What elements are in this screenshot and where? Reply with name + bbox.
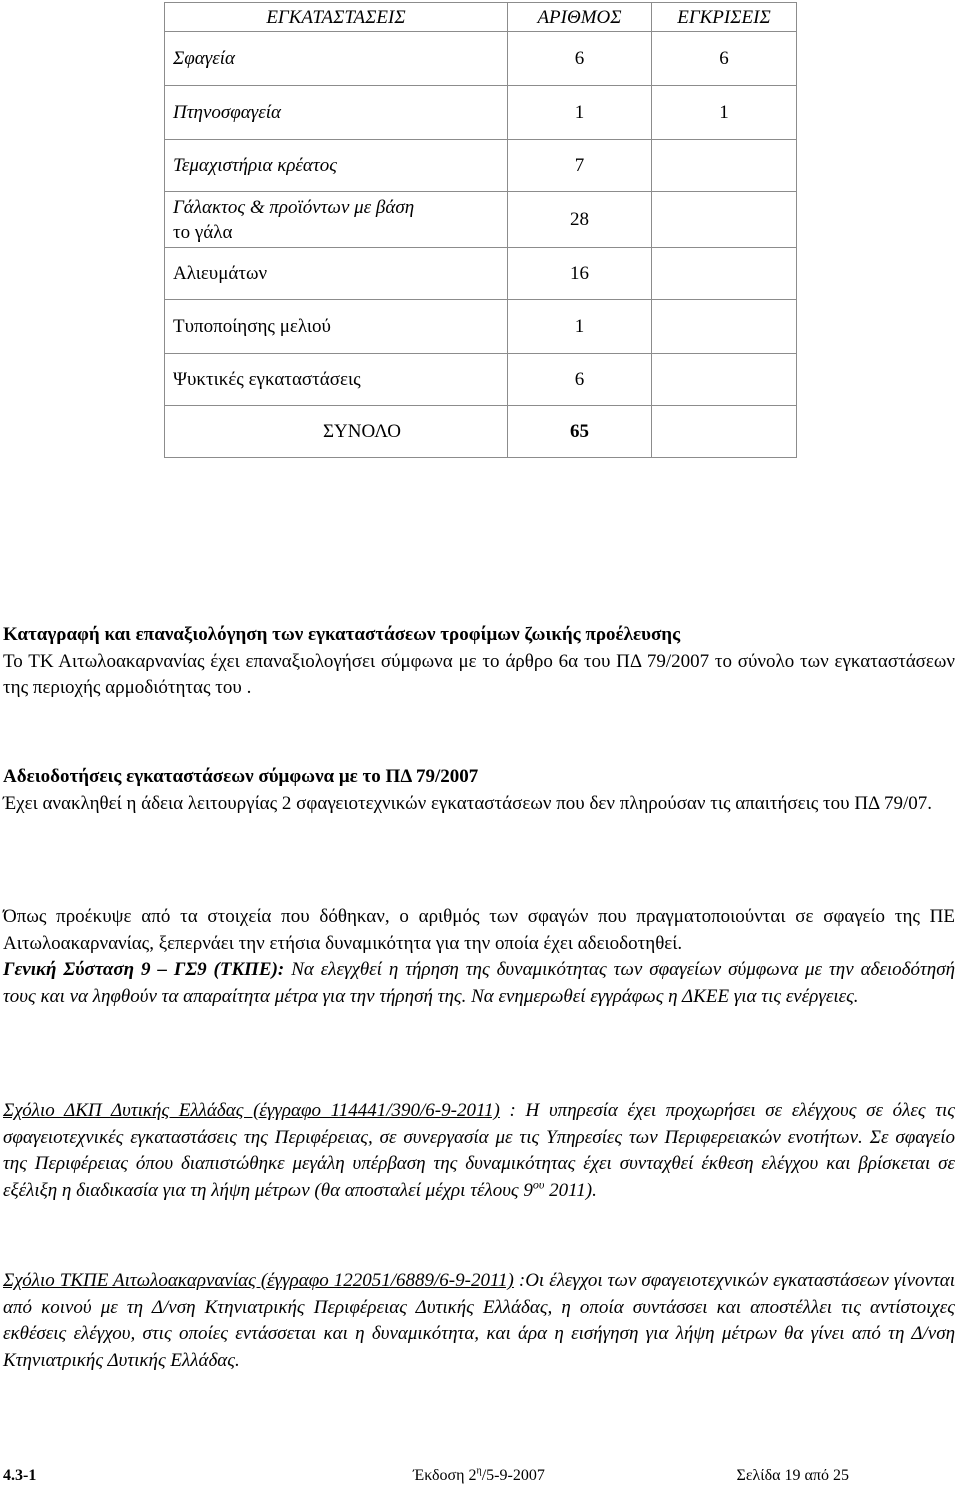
table-total-row (165, 406, 797, 458)
recommendation (3, 957, 955, 1010)
row-name: Αλιευμάτων (165, 248, 508, 300)
row-name (165, 192, 508, 248)
section-heading: Καταγραφή και επαναξιολόγηση των εγκαταστάσεων τροφίμων ζωικής προέλευσης (3, 624, 681, 645)
table-row (165, 86, 797, 140)
superscript: ου (532, 1177, 545, 1192)
section-capacity (3, 904, 955, 1010)
installations-table (164, 2, 797, 458)
comment-text: :Οι έλεγχοι των σφαγειοτεχνικών εγκαταστάσεων γίνονται από κοινού με τη Δ/νση Κτηνιατρικής Περιφέρειας Δυτικής Ελλάδας, η οποία συντάσσει και αποστέλλει τις αντίστοιχες εκθέσεις ελέγχου, στις οποίες εντάσσεται και η δυναμικότητα, και άρα η εισήγηση για λήψη μέτρων θα γίνει από τη Δ/νση Κτηνιατρικής Δυτικής Ελλάδας. (3, 1270, 955, 1371)
table-header-row (165, 3, 797, 32)
footer-code: 4.3-1 (3, 1467, 37, 1484)
total-label: ΣΥΝΟΛΟ (165, 406, 508, 458)
comment-reference: Σχόλιο ΔΚΠ Δυτικής Ελλάδας (έγγραφο 114441/390/6-9-2011) (3, 1100, 500, 1121)
row-approvals (652, 354, 797, 406)
table-row (165, 192, 797, 248)
row-approvals: 6 (652, 32, 797, 86)
row-count: 7 (508, 140, 652, 192)
row-count: 28 (508, 192, 652, 248)
table-row (165, 248, 797, 300)
table-row (165, 300, 797, 354)
row-approvals (652, 192, 797, 248)
total-value: 65 (508, 406, 652, 458)
total-approvals (652, 406, 797, 458)
comment-reference: Σχόλιο ΤΚΠΕ Αιτωλοακαρνανίας (έγγραφο 122051/6889/6-9-2011) (3, 1270, 514, 1291)
comment-text: : Η υπηρεσία έχει προχωρήσει σε ελέγχους σε όλες τις σφαγειοτεχνικές εγκαταστάσεις της Περιφέρειας, σε συνεργασία με τις Υπηρεσίες των Περιφερειακών ενοτήτων. Σε σφαγείο της Περιφέρειας όπου διαπιστώθηκε μεγάλη υπέρβαση της δυναμικότητας έχει συνταχθεί έκθεση ελέγχου και βρίσκεται σε εξέλιξη η διαδικασία για τη λήψη μέτρων (θα αποσταλεί μέχρι τέλους 9 (3, 1100, 955, 1201)
section-body: Το ΤΚ Αιτωλοακαρνανίας έχει επαναξιολογήσει σύμφωνα με το άρθρο 6α του ΠΔ 79/2007 το σύνολο των εγκαταστάσεων της περιοχής αρμοδιότητας του . (3, 650, 955, 698)
row-count: 16 (508, 248, 652, 300)
edition-sup: η (476, 1465, 482, 1477)
row-name: Τυποποίησης μελιού (165, 300, 508, 354)
row-count: 1 (508, 86, 652, 140)
comment-text-end: 2011). (544, 1179, 597, 1201)
row-name: Τεμαχιστήρια κρέατος (165, 140, 508, 192)
comment-paragraph (3, 1098, 955, 1204)
section-comment-dkp (3, 1098, 955, 1204)
row-name-line2: το γάλα (173, 221, 233, 243)
section-body: Όπως προέκυψε από τα στοιχεία που δόθηκαν, ο αριθμός των σφαγών που πραγματοποιούνται σε σφαγείο της ΠΕ Αιτωλοακαρνανίας, ξεπερνάει την ετήσια δυναμικότητα για την οποία έχει αδειοδοτηθεί. (3, 906, 955, 954)
section-body: Έχει ανακληθεί η άδεια λειτουργίας 2 σφαγειοτεχνικών εγκαταστάσεων που δεν πληρούσαν τις απαιτήσεις του ΠΔ 79/07. (3, 792, 933, 814)
header-approvals: ΕΓΚΡΙΣΕΙΣ (652, 3, 797, 32)
row-approvals: 1 (652, 86, 797, 140)
row-count: 6 (508, 354, 652, 406)
row-name: Ψυκτικές εγκαταστάσεις (165, 354, 508, 406)
header-installations: ΕΓΚΑΤΑΣΤΑΣΕΙΣ (165, 3, 508, 32)
comment-paragraph (3, 1268, 955, 1374)
row-approvals (652, 248, 797, 300)
table-row (165, 140, 797, 192)
row-name: Σφαγεία (165, 32, 508, 86)
section-licensing (3, 764, 955, 817)
edition-date: /5-9-2007 (481, 1467, 545, 1484)
row-approvals (652, 300, 797, 354)
section-inventory (3, 622, 955, 702)
table-row (165, 32, 797, 86)
row-count: 6 (508, 32, 652, 86)
footer-page-number: Σελίδα 19 από 25 (736, 1467, 849, 1484)
header-count: ΑΡΙΘΜΟΣ (508, 3, 652, 32)
recommendation-text: Να ελεγχθεί η τήρηση της δυναμικότητας των σφαγείων σύμφωνα με την αδειοδότησή τους και να ληφθούν τα απαραίτητα μέτρα για την τήρησή της. Να ενημερωθεί εγγράφως η ΔΚΕΕ για τις ενέργειες. (3, 959, 955, 1007)
recommendation-label: Γενική Σύσταση 9 – ΓΣ9 (ΤΚΠΕ): (3, 959, 285, 980)
edition-text: Έκδοση 2 (413, 1467, 477, 1484)
section-heading: Αδειοδοτήσεις εγκαταστάσεων σύμφωνα με το ΠΔ 79/2007 (3, 766, 479, 787)
section-comment-tkpe (3, 1268, 955, 1374)
row-name-line1: Γάλακτος & προϊόντων με βάση (173, 196, 415, 218)
row-approvals (652, 140, 797, 192)
table-row (165, 354, 797, 406)
row-count: 1 (508, 300, 652, 354)
row-name: Πτηνοσφαγεία (165, 86, 508, 140)
